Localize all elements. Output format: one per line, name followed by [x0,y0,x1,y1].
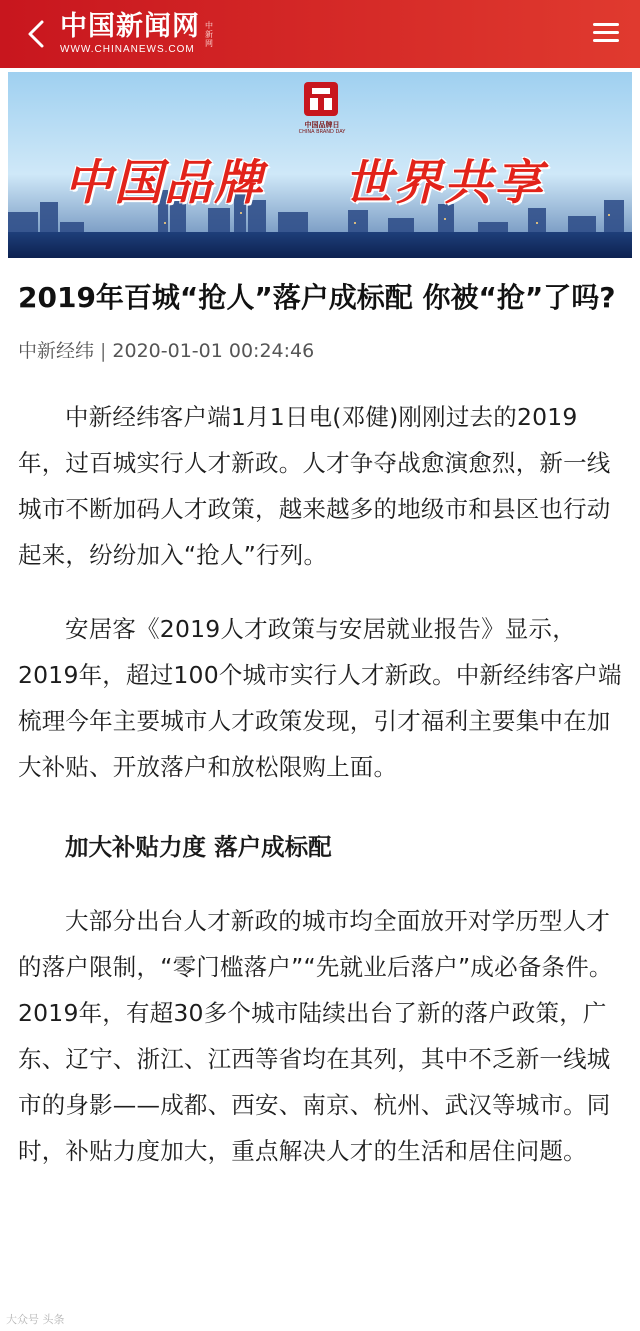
menu-button[interactable] [590,18,622,50]
site-logo[interactable] [60,10,214,58]
back-button[interactable] [18,16,54,52]
article-datetime: 2020-01-01 00:24:46 [112,340,315,362]
article-paragraph-1: 中新经纬客户端1月1日电(邓健)刚刚过去的2019年，过百城实行人才新政。人才争夺战愈演愈烈，新一线城市不断加码人才政策，越来越多的地级市和县区也行动起来，纷纷加入“抢人”行列。 [18,403,611,569]
logo-side-text: 中新网 [205,20,213,48]
meta-separator: | [100,340,107,362]
chevron-left-icon [26,19,46,49]
emblem-sublabel: CHINA BRAND DAY [298,129,346,135]
slogan-right: 世界共享 [344,155,545,211]
menu-icon [593,23,619,26]
banner-ad[interactable] [8,72,632,258]
brand-day-emblem [304,82,338,116]
watermark: 大众号 头条 [6,1313,65,1326]
logo-chinese: 中国新闻网 [60,11,200,42]
article-meta [18,336,622,366]
slogan-left: 中国品牌 [64,155,265,211]
top-nav-bar [0,0,640,68]
article-paragraph-2: 安居客《2019人才政策与安居就业报告》显示，2019年，超过100个城市实行人才新政。中新经纬客户端梳理今年主要城市人才政策发现，引才福利主要集中在加大补贴、开放落户和放松限购上面。 [18,615,622,781]
article-source: 中新经纬 [18,340,95,362]
article-paragraph-3: 大部分出台人才新政的城市均全面放开对学历型人才的落户限制，“零门槛落户”“先就业后落户”成必备条件。2019年，有超30多个城市陆续出台了新的落户政策，广东、辽宁、浙江、江西等省均在其列，其中不乏新一线城市的身影——成都、西安、南京、杭州、武汉等城市。同时，补贴力度加大，重点解决人才的生活和居住问题。 [18,907,613,1165]
article [18,270,622,1174]
emblem-label: 中国品牌日 [304,121,340,129]
article-subheading: 加大补贴力度 落户成标配 [65,833,332,861]
article-title: 2019年百城“抢人”落户成标配 你被“抢”了吗? [18,281,616,314]
logo-url: WWW.CHINANEWS.COM [60,44,195,55]
